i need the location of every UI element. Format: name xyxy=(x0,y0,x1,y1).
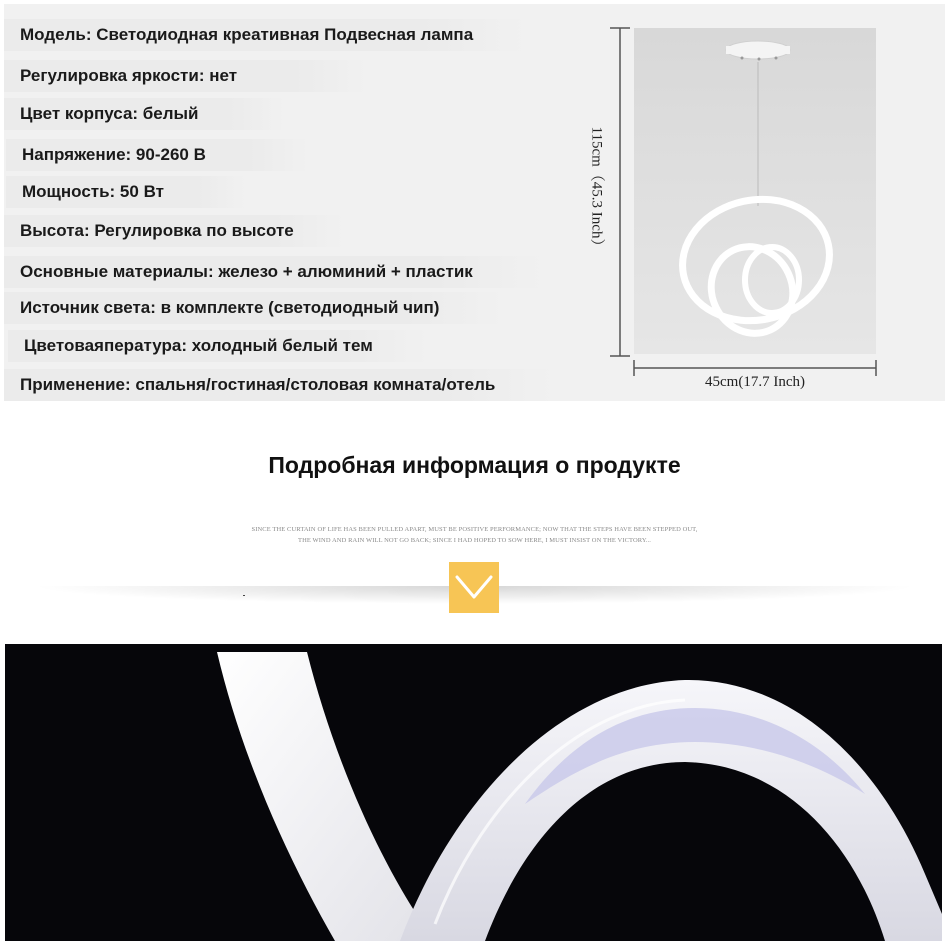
ring-closeup-illustration xyxy=(5,644,942,941)
height-dimension-label: 115cm（45.3 Inch） xyxy=(588,126,605,254)
lamp-closeup-photo xyxy=(5,644,942,941)
spec-row-model: Модель: Светодиодная креативная Подвесная лампа xyxy=(4,19,526,51)
spec-row-color-temp: Цветоваяпература: холодный белый тем xyxy=(8,330,428,362)
spec-row-body-color: Цвет корпуса: белый xyxy=(4,98,285,130)
lamp-product-photo xyxy=(634,28,876,354)
stray-dot xyxy=(243,595,245,596)
scroll-down-badge xyxy=(449,562,499,613)
spec-row-light-source: Источник света: в комплекте (светодиодный чип) xyxy=(4,292,504,324)
chevron-down-icon xyxy=(449,562,499,613)
spec-row-power: Мощность: 50 Вт xyxy=(6,176,246,208)
spec-row-application: Применение: спальня/гостиная/столовая комната/отель xyxy=(4,369,554,401)
section-subtext-line1: SINCE THE CURTAIN OF LIFE HAS BEEN PULLED APART, MUST BE POSITIVE PERFORMANCE; NOW THAT THE STEPS HAVE BEEN STEPPED OUT, xyxy=(251,526,698,533)
section-subtext-line2: THE WIND AND RAIN WILL NOT GO BACK; SINCE I HAD HOPED TO SOW HERE, I MUST INSIST ON THE VICTORY... xyxy=(298,537,651,544)
section-subtext xyxy=(200,524,749,546)
section-title: Подробная информация о продукте xyxy=(268,452,681,478)
lamp-illustration xyxy=(634,28,876,354)
spec-row-materials: Основные материалы: железо + алюминий + пластик xyxy=(4,256,544,288)
spec-row-voltage: Напряжение: 90-260 В xyxy=(6,139,309,171)
spec-row-brightness: Регулировка яркости: нет xyxy=(4,60,367,92)
width-dimension-label: 45cm(17.7 Inch) xyxy=(705,374,805,390)
spec-row-height: Высота: Регулировка по высоте xyxy=(4,215,344,247)
